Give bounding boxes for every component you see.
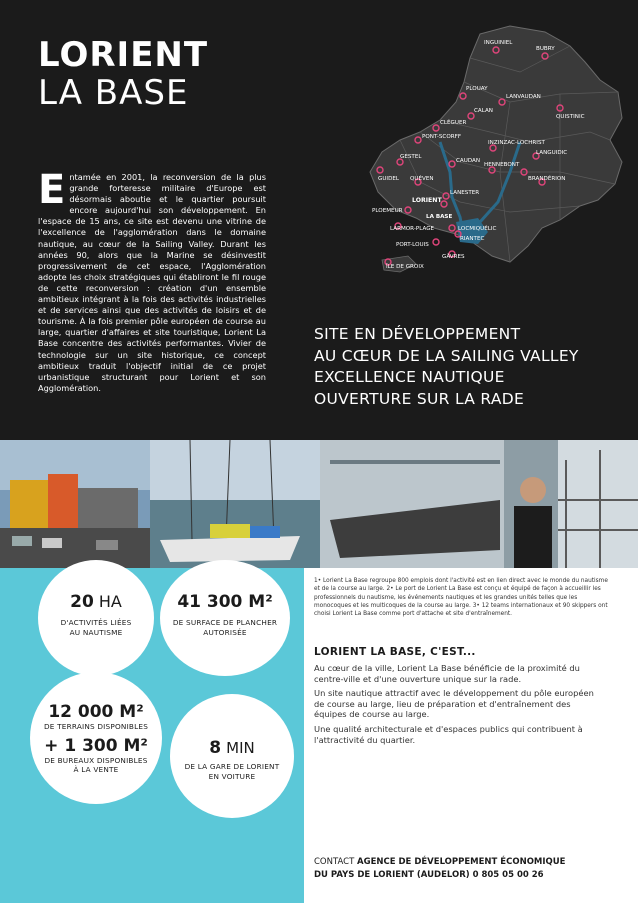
map-label: CAUDAN: [456, 158, 481, 164]
stat-label: D'ACTIVITÉS LIÉES: [60, 618, 132, 627]
photo-person: [504, 440, 558, 568]
territory-map: [360, 22, 630, 284]
map-label: PLOUAY: [466, 86, 488, 92]
photo-boats: [150, 440, 320, 568]
map-label: QUÉVEN: [410, 176, 434, 182]
stat-circle-time: [170, 694, 294, 818]
map-label: PORT-LOUIS: [396, 242, 429, 248]
stat-label: EN VOITURE: [208, 771, 256, 781]
photo-strip: [0, 440, 638, 568]
top-dark-section: [0, 0, 638, 440]
title-line-2: LA BASE: [38, 73, 189, 113]
map-label: BUBRY: [536, 46, 555, 52]
stat-label: À LA VENTE: [73, 765, 119, 774]
map-label: LANESTER: [450, 190, 480, 196]
map-label: GÂVRES: [442, 254, 465, 260]
map-label: LORIENT: [412, 197, 442, 204]
stat-unit: MIN: [226, 739, 255, 757]
map-label: INZINZAC-LOCHRIST: [488, 140, 545, 146]
map-label: ÎLE DE GROIX: [386, 264, 424, 270]
stat-unit: HA: [98, 592, 122, 611]
map-label: PLOEMEUR: [372, 208, 403, 214]
photo-hull: [320, 440, 504, 568]
section-paragraph: Au cœur de la ville, Lorient La Base bénéficie de la proximité du centre-ville et d'une ouverture unique sur la rade.: [314, 663, 580, 684]
stat-label: DE SURFACE DE PLANCHER: [172, 618, 278, 627]
photo-workshop: [558, 440, 638, 568]
stat-circle-land: [30, 672, 162, 804]
photo-footnote: 1• Lorient La Base regroupe 800 emplois dont l'activité est en lien direct avec le monde du nautisme et de la course au large. 2• Le port de Lorient La Base est conçu et équipé de façon à accueillir les professionnels du nautisme, les événements nautiques et les grandes unités telles que les monocoques et les multicoques de la course au large. 3• 12 teams internationaux et 90 skippers ont choisi Lorient La Base comme port d'attache et site d'entraînement.: [314, 578, 608, 618]
stat-value: 8: [209, 738, 222, 758]
map-label: LARMOR-PLAGE: [390, 226, 435, 232]
headline: EXCELLENCE NAUTIQUE: [314, 368, 505, 386]
map-label: CALAN: [474, 108, 493, 114]
headlines: [314, 324, 579, 410]
map-label: LANGUIDIC: [536, 150, 568, 156]
title-line-1: LORIENT: [38, 35, 209, 75]
intro-text: ntamée en 2001, la reconversion de la plus grande forteresse militaire d'Europe est désormais aboutie et le quartier poursuit encore aujourd'hui son développement. En l'espace de 15 ans, ce site est devenu une vitrine de l'excellence de l'agglomération dans le domaine nautique, au cœur de la Sailing Valley. Durant les années 90, alors que la Marine se désinvestit progressivement de cet espace, l'Agglomération adopte les choix stratégiques qui établiront le fil rouge de cette reconversion : création d'un ensemble ambitieux intégrant à la fois des activités industrielles et de services ainsi que des activités de loisirs et de tourisme. À la fois premier pôle européen de course au large, quartier d'affaires et site touristique, Lorient La Base concentre des activités performantes. Vivier de technologie sur un site historique, ce concept ambitieux traduit l'objectif initial de ce projet urbanistique structurant pour Lorient et son Agglomération.: [38, 172, 266, 393]
map-label: INGUINIEL: [484, 40, 513, 46]
stat-label: AU NAUTISME: [69, 627, 123, 637]
headline: SITE EN DÉVELOPPEMENT: [314, 325, 521, 343]
stat-label: DE TERRAINS DISPONIBLES: [43, 722, 149, 731]
headline: OUVERTURE SUR LA RADE: [314, 389, 525, 408]
map-label: BRANDÉRION: [528, 176, 566, 182]
dropcap: E: [38, 167, 66, 213]
headline: AU CŒUR DE LA SAILING VALLEY: [314, 346, 579, 365]
contact-org-phone: DU PAYS DE LORIENT (AUDELOR) 0 805 05 00 26: [314, 870, 544, 880]
stat-label: AUTORISÉE: [203, 627, 247, 637]
map-label: LOCMIQUÉLIC: [458, 226, 497, 232]
map-label: QUISTINIC: [556, 114, 585, 120]
map-label: LA BASE: [426, 214, 453, 220]
map-label: PONT-SCORFF: [422, 134, 462, 140]
stat-value: 41 300 M²: [177, 592, 273, 612]
intro-paragraph: [38, 167, 266, 394]
contact-label: CONTACT: [314, 857, 355, 867]
stat-circle-surface: [160, 560, 290, 676]
contact-org: AGENCE DE DÉVELOPPEMENT ÉCONOMIQUE: [357, 857, 566, 867]
map-label: GESTEL: [400, 154, 422, 160]
section-paragraph: Un site nautique attractif avec le développement du pôle européen de course au large, lieu de préparation et d'entraînement des équipes de course au large.: [314, 688, 594, 719]
stat-value: 12 000 M²: [48, 702, 144, 722]
map-label: LANVAUDAN: [506, 94, 541, 100]
contact-block: [314, 856, 614, 882]
map-label: HENNEBONT: [484, 162, 520, 168]
section-paragraph: Une qualité architecturale et d'espaces publics qui contribuent à l'attractivité du quartier.: [314, 724, 583, 745]
stat-label: DE BUREAUX DISPONIBLES: [44, 755, 148, 765]
section-title: LORIENT LA BASE, C'EST...: [314, 646, 476, 658]
map-label: RIANTEC: [460, 236, 485, 242]
stat-value: + 1 300 M²: [44, 735, 148, 756]
map-label: GUIDEL: [378, 176, 400, 182]
stat-label: DE LA GARE DE LORIENT: [184, 762, 280, 771]
stat-circle-hectares: [38, 560, 154, 676]
photo-buildings: [0, 440, 150, 568]
stat-value: 20: [70, 592, 94, 612]
map-label: CLÉGUER: [440, 120, 467, 126]
